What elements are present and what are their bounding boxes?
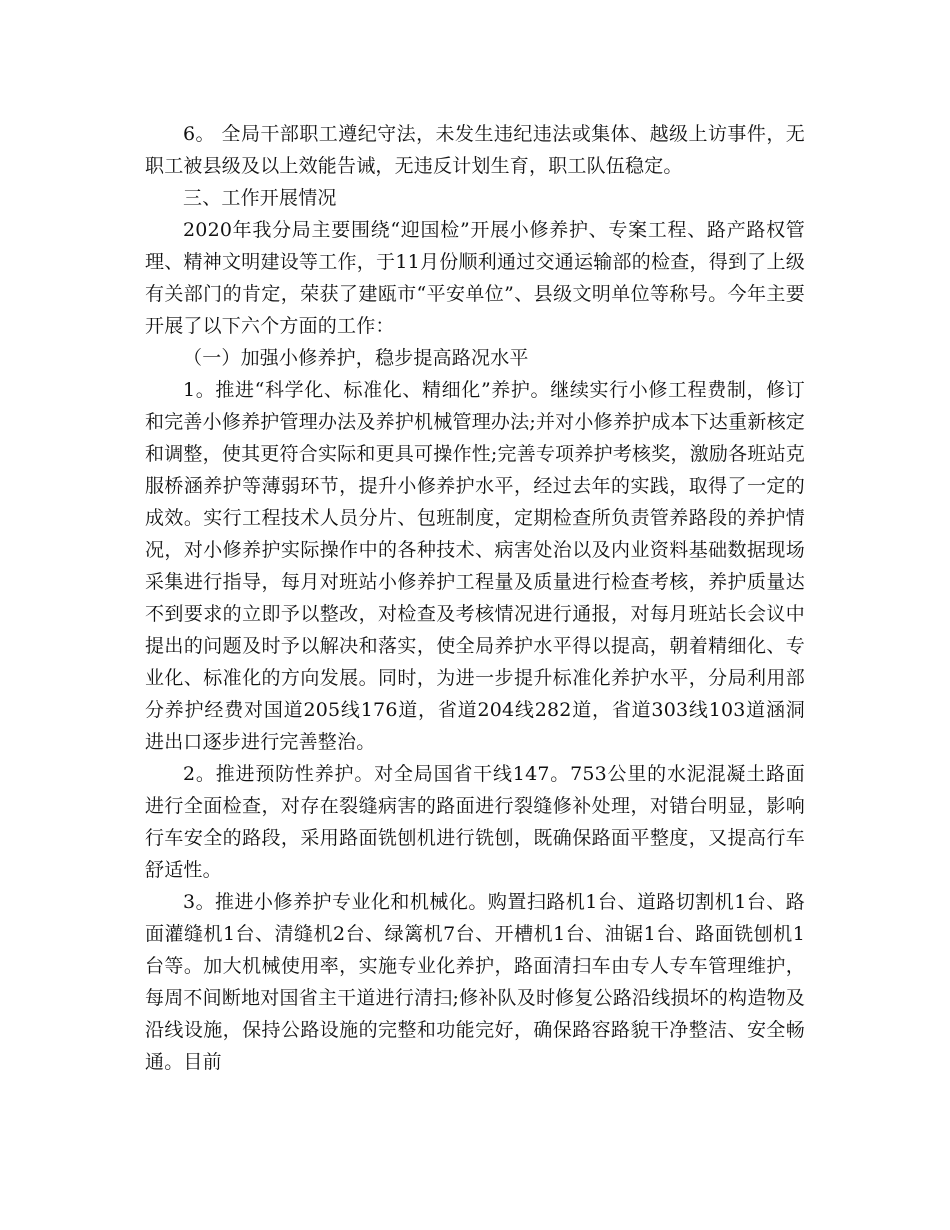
document-body [145,118,805,1078]
subsection-heading-maintenance: （一）加强小修养护，稳步提高路况水平 [183,347,529,369]
paragraph-point-3: 3。推进小修养护专业化和机械化。购置扫路机1台、道路切割机1台、路面灌缝机1台、清缝机2台、绿篱机7台、开槽机1台、油锯1台、路面铣刨机1台等。加大机械使用率，实施专业化养护，路面清扫车由专人专车管理维护，每周不间断地对国省主干道进行清扫;修补队及时修复公路沿线损坏的构造物及沿线设施，保持公路设施的完整和功能完好，确保路容路貌干净整洁、安全畅通。目前 [145,891,805,1073]
paragraph-point-1: 1。推进“科学化、标准化、精细化”养护。继续实行小修工程费制，修订和完善小修养护管理办法及养护机械管理办法;并对小修养护成本下达重新核定和调整，使其更符合实际和更具可操作性;完善专项养护考核奖，激励各班站克服桥涵养护等薄弱环节，提升小修养护水平，经过去年的实践，取得了一定的成效。实行工程技术人员分片、包班制度，定期检查所负责管养路段的养护情况，对小修养护实际操作中的各种技术、病害处治以及内业资料基础数据现场采集进行指导，每月对班站小修养护工程量及质量进行检查考核，养护质量达不到要求的立即予以整改，对检查及考核情况进行通报，对每月班站长会议中提出的问题及时予以解决和落实，使全局养护水平得以提高，朝着精细化、专业化、标准化的方向发展。同时，为进一步提升标准化养护水平，分局利用部分养护经费对国道205线176道，省道204线282道，省道303线103道涵洞进出口逐步进行完善整治。 [145,379,805,753]
paragraph-overview-2020: 2020年我分局主要围绕“迎国检”开展小修养护、专案工程、路产路权管理、精神文明建设等工作，于11月份顺利通过交通运输部的检查，得到了上级有关部门的肯定，荣获了建瓯市“平安单位”、县级文明单位等称号。今年主要开展了以下六个方面的工作： [145,219,805,337]
paragraph-point-2: 2。推进预防性养护。对全局国省干线147。753公里的水泥混凝土路面进行全面检查，对存在裂缝病害的路面进行裂缝修补处理，对错台明显，影响行车安全的路段，采用路面铣刨机进行铣刨，既确保路面平整度，又提高行车舒适性。 [145,763,805,881]
section-heading-work-progress: 三、工作开展情况 [183,187,337,209]
paragraph-item-6: 6。 全局干部职工遵纪守法，未发生违纪违法或集体、越级上访事件，无职工被县级及以上效能告诫，无违反计划生育，职工队伍稳定。 [145,123,805,177]
